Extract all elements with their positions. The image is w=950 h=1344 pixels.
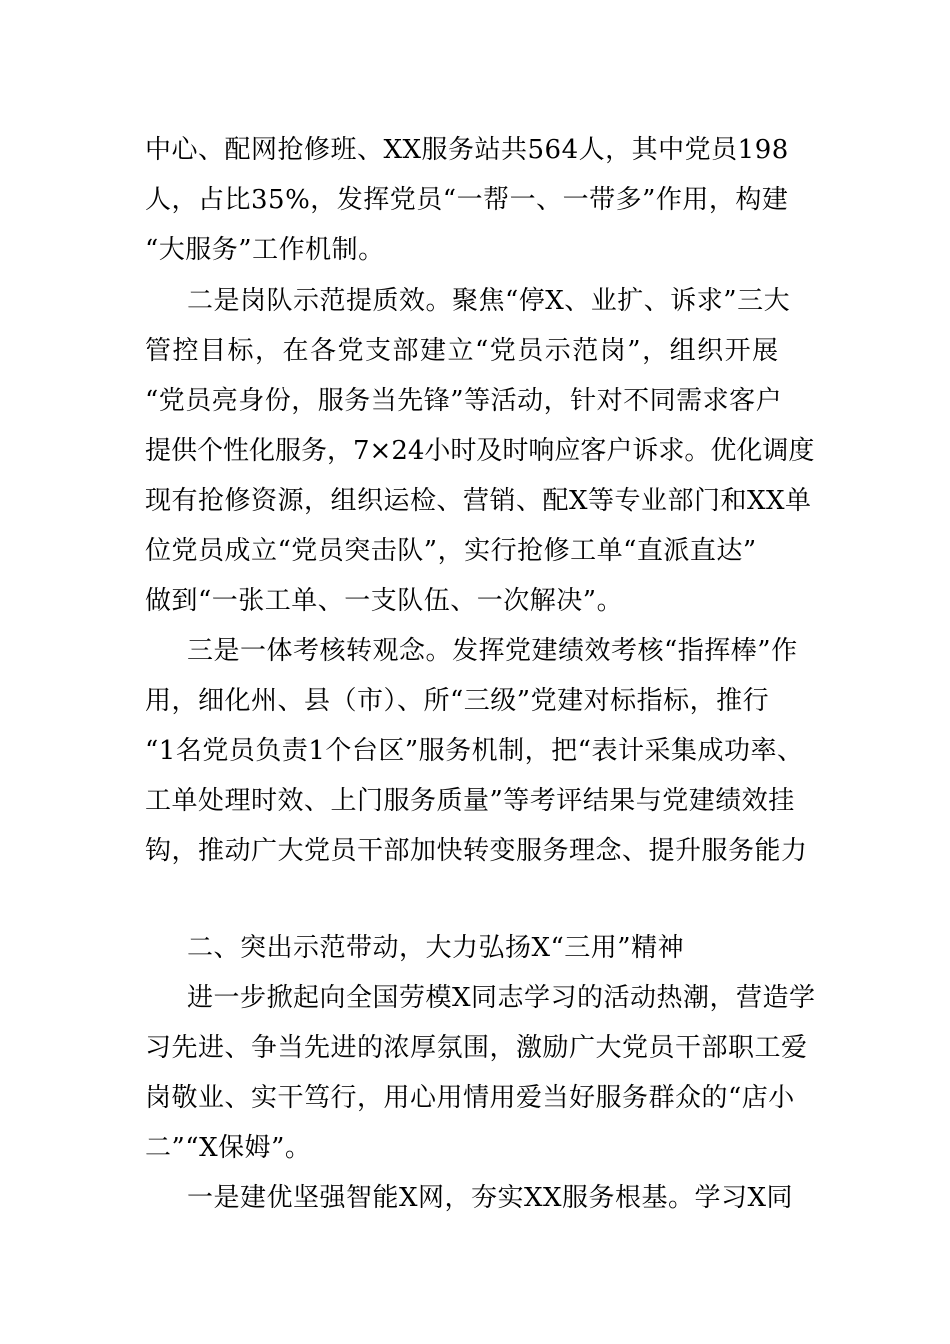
paragraph-start-line: 一是建优坚强智能X网，夯实XX服务根基。学习X同 bbox=[187, 1183, 794, 1213]
text-line: 管控目标，在各党支部建立“党员示范岗”，组织开展 bbox=[145, 336, 780, 366]
text-line: “大服务”工作机制。 bbox=[145, 235, 385, 265]
text-line: 钩，推动广大党员干部加快转变服务理念、提升服务能力 bbox=[145, 836, 808, 866]
section-heading: 二、突出示范带动，大力弘扬X“三用”精神 bbox=[187, 933, 685, 963]
text-line: 用，细化州、县（市）、所“三级”党建对标指标，推行 bbox=[145, 686, 770, 716]
text-line: 提供个性化服务，7×24小时及时响应客户诉求。优化调度 bbox=[145, 436, 815, 466]
text-line: “1名党员负责1个台区”服务机制，把“表计采集成功率、 bbox=[145, 736, 804, 766]
text-line: 工单处理时效、上门服务质量”等考评结果与党建绩效挂 bbox=[145, 786, 795, 816]
text-line: 位党员成立“党员突击队”，实行抢修工单“直派直达” bbox=[145, 536, 757, 566]
paragraph-start-line: 三是一体考核转观念。发挥党建绩效考核“指挥棒”作 bbox=[187, 636, 798, 666]
text-line: 现有抢修资源，组织运检、营销、配X等专业部门和XX单 bbox=[145, 486, 812, 516]
paragraph-start-line: 进一步掀起向全国劳模X同志学习的活动热潮，营造学 bbox=[187, 983, 816, 1013]
paragraph-start-line: 二是岗队示范提质效。聚焦“停X、业扩、诉求”三大 bbox=[187, 286, 791, 316]
text-line: 岗敬业、实干笃行，用心用情用爱当好服务群众的“店小 bbox=[145, 1083, 795, 1113]
text-line: 人，占比35%，发挥党员“一帮一、一带多”作用，构建 bbox=[145, 185, 789, 215]
text-line: 习先进、争当先进的浓厚氛围，激励广大党员干部职工爱 bbox=[145, 1033, 808, 1063]
text-line: 二”“X保姆”。 bbox=[145, 1133, 312, 1163]
text-line: 做到“一张工单、一支队伍、一次解决”。 bbox=[145, 586, 624, 616]
text-line: “党员亮身份，服务当先锋”等活动，针对不同需求客户 bbox=[145, 386, 783, 416]
text-line: 中心、配网抢修班、XX服务站共564人，其中党员198 bbox=[145, 135, 789, 165]
